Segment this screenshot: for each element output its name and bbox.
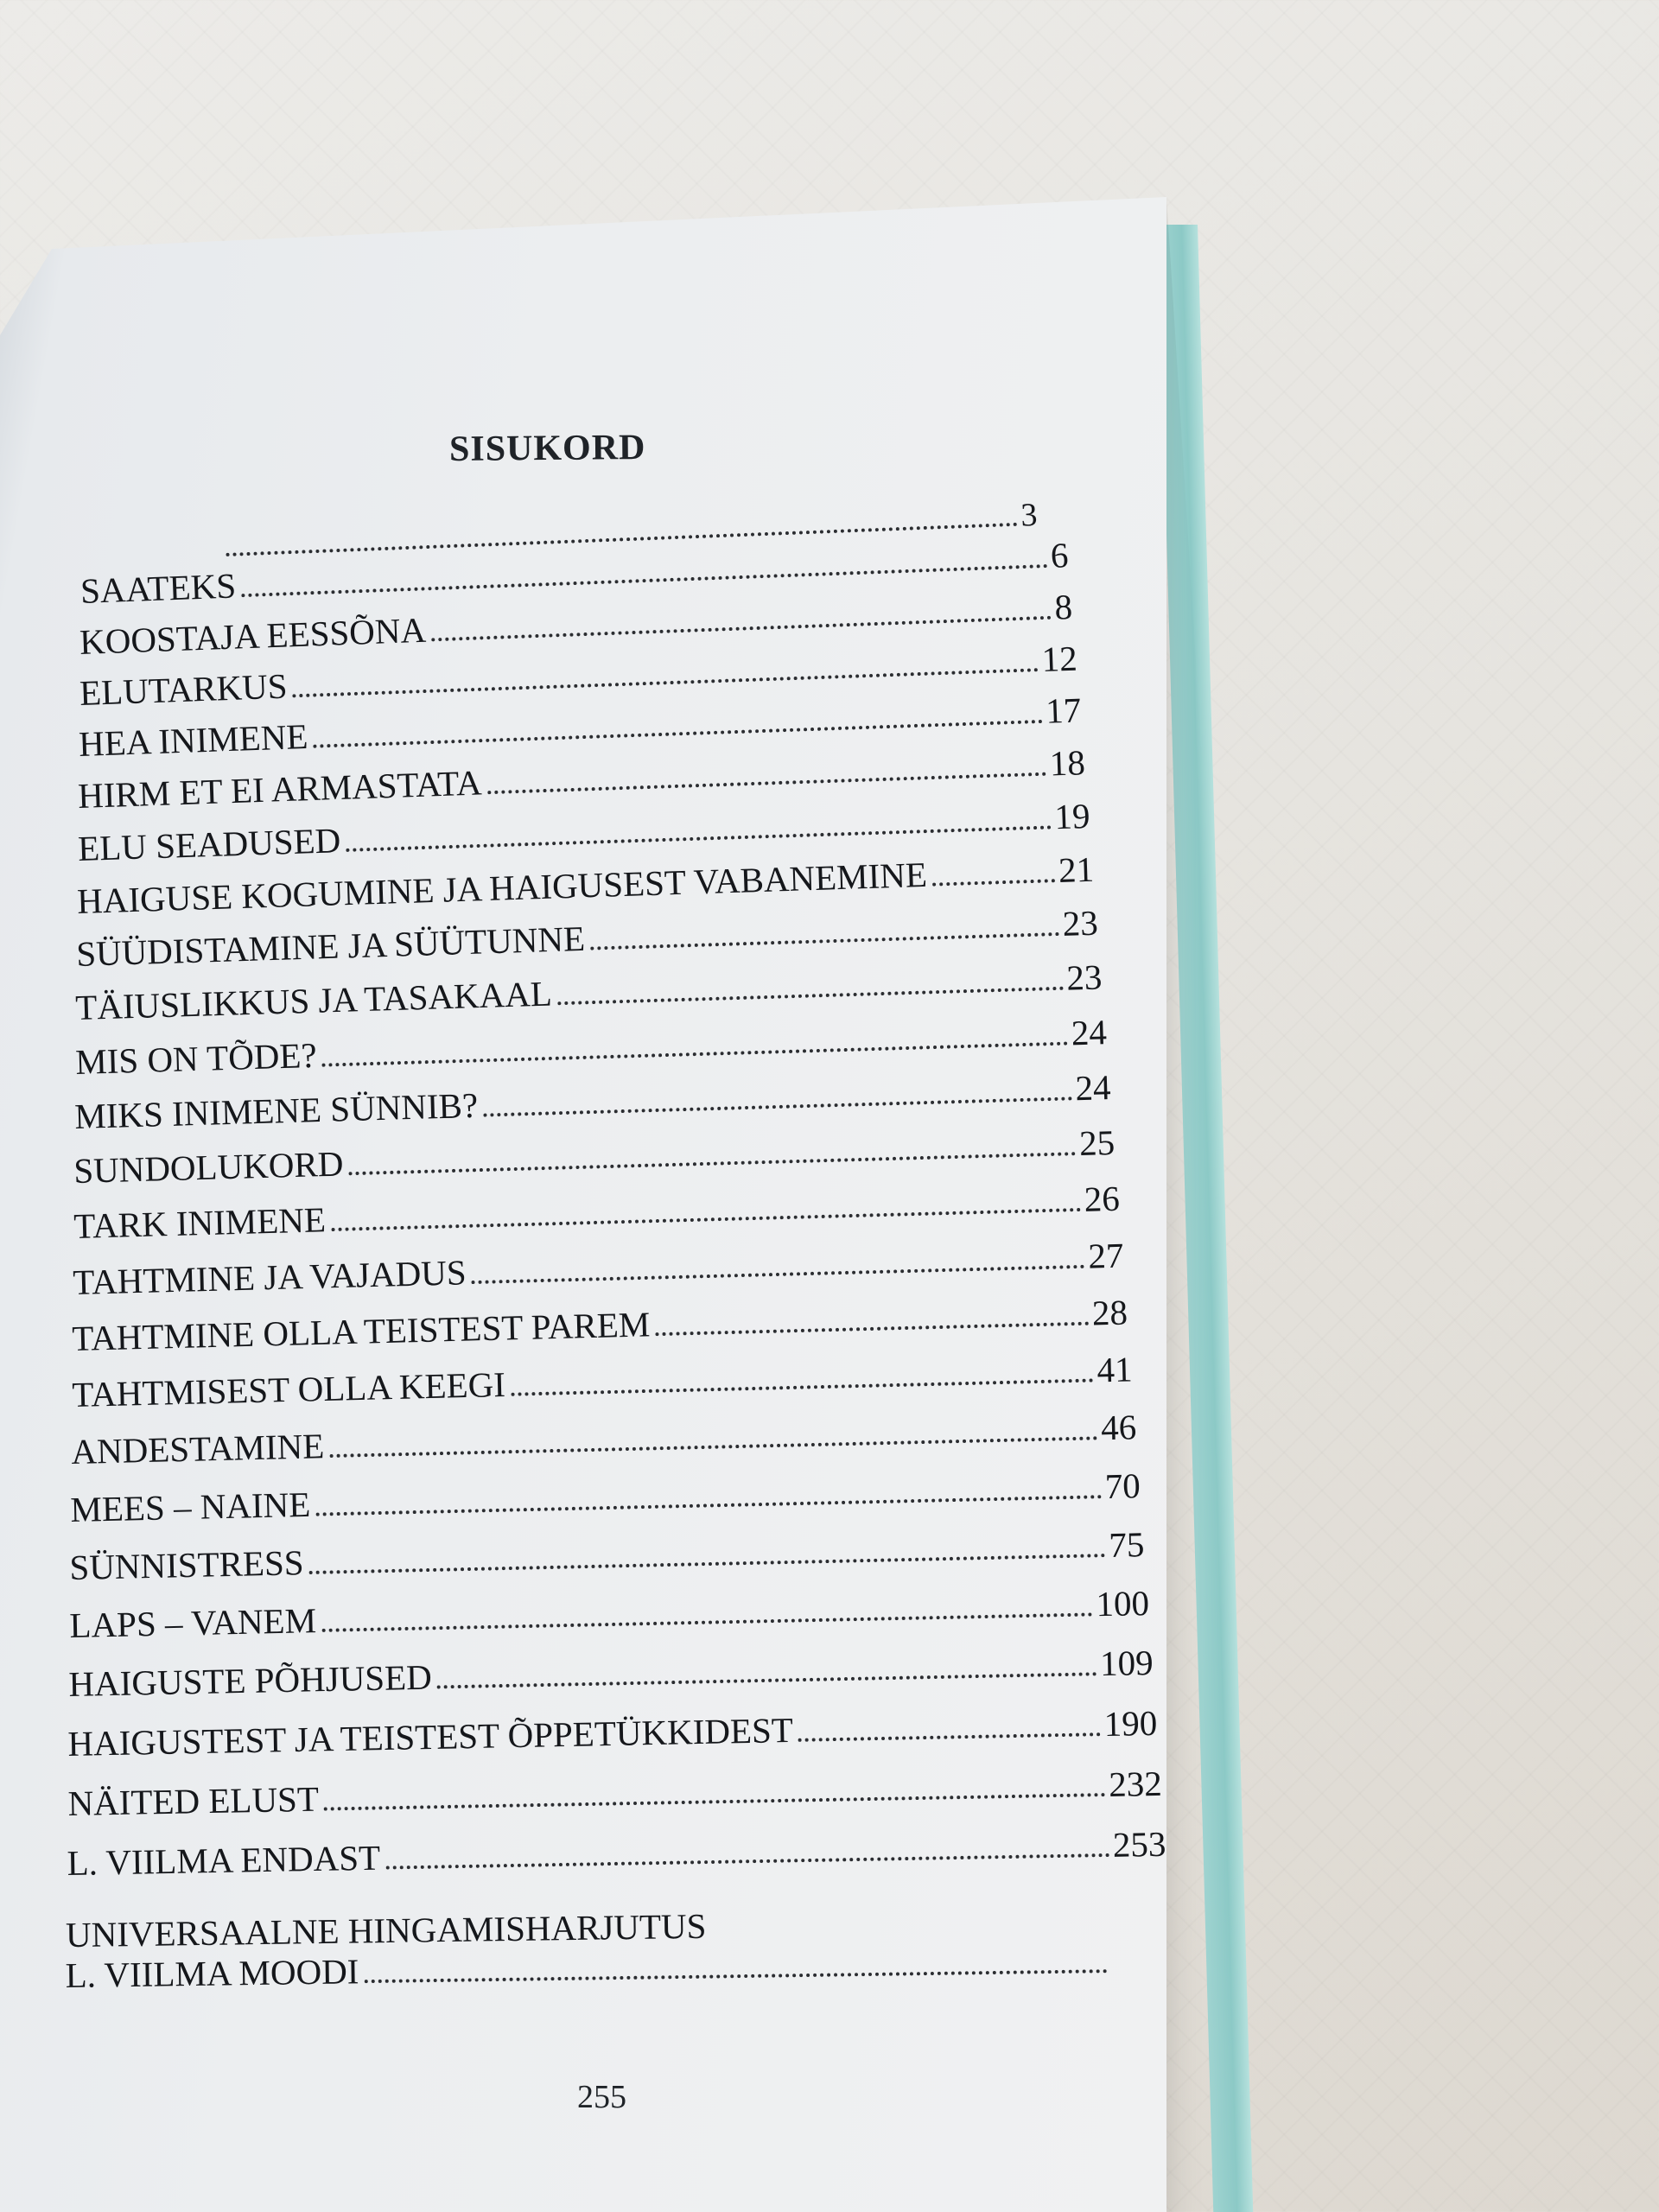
toc-page-number: 27 <box>1087 1235 1124 1276</box>
toc-entry-line: UNIVERSAALNE HINGAMISHARJUTUS <box>65 1905 707 1955</box>
dot-leader <box>656 1321 1090 1336</box>
toc-page-number: 109 <box>1099 1642 1154 1684</box>
toc-page-number: 17 <box>1045 690 1082 731</box>
toc-page-number: 100 <box>1095 1583 1150 1624</box>
dot-leader <box>558 987 1065 1006</box>
toc-entry <box>70 1465 1141 1530</box>
toc-entry <box>67 1762 1162 1823</box>
dot-leader <box>346 825 1051 852</box>
toc-entry <box>69 1582 1149 1646</box>
dot-leader <box>511 1378 1094 1395</box>
toc-entry <box>69 1523 1145 1588</box>
toc-page-number: 24 <box>1070 1011 1108 1052</box>
toc-entry <box>71 1406 1137 1472</box>
toc-entry-label: MIS ON TÕDE? <box>74 1034 317 1082</box>
toc-entry-label: NÄITED ELUST <box>67 1778 319 1823</box>
toc-page-number: 23 <box>1066 957 1103 998</box>
dot-leader <box>483 1096 1072 1116</box>
toc-entry-label: HAIGUSTEST JA TEISTEST ÕPPETÜKKIDEST <box>67 1709 794 1764</box>
toc-entry-label: HAIGUSE KOGUMINE JA HAIGUSEST VABANEMINE <box>76 854 928 921</box>
toc-entry-label: MEES – NAINE <box>70 1484 311 1529</box>
toc-entry-label: LAPS – VANEM <box>68 1600 317 1646</box>
toc-entry-label: TAHTMISEST OLLA KEEGI <box>71 1363 505 1415</box>
toc-entry-label: SÜÜDISTAMINE JA SÜÜTUNNE <box>75 918 586 975</box>
toc-entry-label: HAIGUSTE PÕHJUSED <box>68 1656 433 1705</box>
dot-leader <box>798 1732 1101 1742</box>
toc-page-number: 25 <box>1078 1122 1116 1164</box>
dot-leader <box>324 1793 1105 1811</box>
toc-entry-label: SAATEKS <box>79 565 237 612</box>
toc-entry-label: SÜNNISTRESS <box>69 1541 305 1587</box>
toc-entry-label: TAHTMINE OLLA TEISTEST PAREM <box>72 1303 652 1358</box>
toc-page-number: 232 <box>1108 1763 1162 1804</box>
toc-page-number: 3 <box>1020 496 1039 534</box>
toc-entry <box>71 1348 1132 1415</box>
toc-entry-label: ELU SEADUSED <box>76 819 341 868</box>
dot-leader <box>590 932 1059 950</box>
toc-page-number: 8 <box>1053 586 1074 627</box>
toc-entry <box>68 1642 1154 1705</box>
dot-leader <box>432 615 1052 641</box>
toc-entry <box>73 1234 1124 1302</box>
toc-entry-label: HIRM ET EI ARMASTATA <box>77 762 483 817</box>
dot-leader <box>349 1152 1077 1175</box>
dot-leader <box>437 1672 1096 1688</box>
toc-entry-label: ANDESTAMINE <box>70 1426 325 1472</box>
dot-leader <box>321 1612 1093 1632</box>
dot-leader <box>472 1264 1085 1283</box>
dot-leader <box>316 1495 1103 1516</box>
toc-entry-label: MIKS INIMENE SÜNNIB? <box>73 1084 479 1136</box>
toc-entry-label: HEA INIMENE <box>78 715 309 765</box>
dot-leader <box>314 720 1043 748</box>
toc-page-number: 190 <box>1103 1702 1159 1744</box>
toc-entry <box>73 1178 1120 1247</box>
toc-page-number: 24 <box>1074 1066 1112 1108</box>
toc-page-number: 70 <box>1104 1465 1141 1506</box>
toc-entry-label: TARK INIMENE <box>73 1199 327 1247</box>
dot-leader <box>331 1208 1081 1231</box>
toc-page-number: 253 <box>1112 1823 1166 1865</box>
toc-page-number: 28 <box>1091 1292 1128 1333</box>
toc-page-number: 19 <box>1053 795 1090 836</box>
dot-leader <box>932 879 1055 887</box>
toc-entry <box>67 1701 1158 1764</box>
dot-leader <box>329 1436 1097 1458</box>
toc-page-number: 23 <box>1062 902 1099 944</box>
toc-entry-label: KOOSTAJA EESSÕNA <box>79 609 428 662</box>
toc-entry-label: ELUTARKUS <box>78 665 288 713</box>
toc-entry <box>72 1291 1128 1358</box>
toc-entry-label: SUNDOLUKORD <box>73 1143 345 1192</box>
dot-leader <box>365 1969 1108 1983</box>
page-number: 255 <box>577 2079 626 2115</box>
dot-leader <box>309 1554 1106 1574</box>
dot-leader <box>487 772 1046 795</box>
toc-page-number: 12 <box>1040 638 1077 679</box>
toc-page-number: 46 <box>1100 1407 1137 1448</box>
dot-leader <box>385 1853 1109 1870</box>
toc-page-number: 26 <box>1083 1178 1120 1219</box>
dot-leader <box>322 1041 1068 1066</box>
toc-page-number: 41 <box>1096 1349 1133 1390</box>
toc-page-number: 6 <box>1050 535 1070 575</box>
toc-entry-label: TAHTMINE JA VAJADUS <box>72 1251 467 1302</box>
toc-entry-label: L. VIILMA ENDAST <box>67 1837 381 1884</box>
toc-entry-label: TÄIUSLIKKUS JA TASAKAAL <box>75 973 553 1028</box>
page-title: SISUKORD <box>448 428 646 469</box>
toc-entry-label: L. VIILMA MOODI <box>65 1951 359 1995</box>
dot-leader <box>292 668 1038 697</box>
toc-entry <box>67 1823 1166 1884</box>
toc-page-number: 18 <box>1049 742 1086 784</box>
toc-page-number: 21 <box>1058 849 1095 890</box>
toc-page-number: 75 <box>1109 1523 1146 1565</box>
